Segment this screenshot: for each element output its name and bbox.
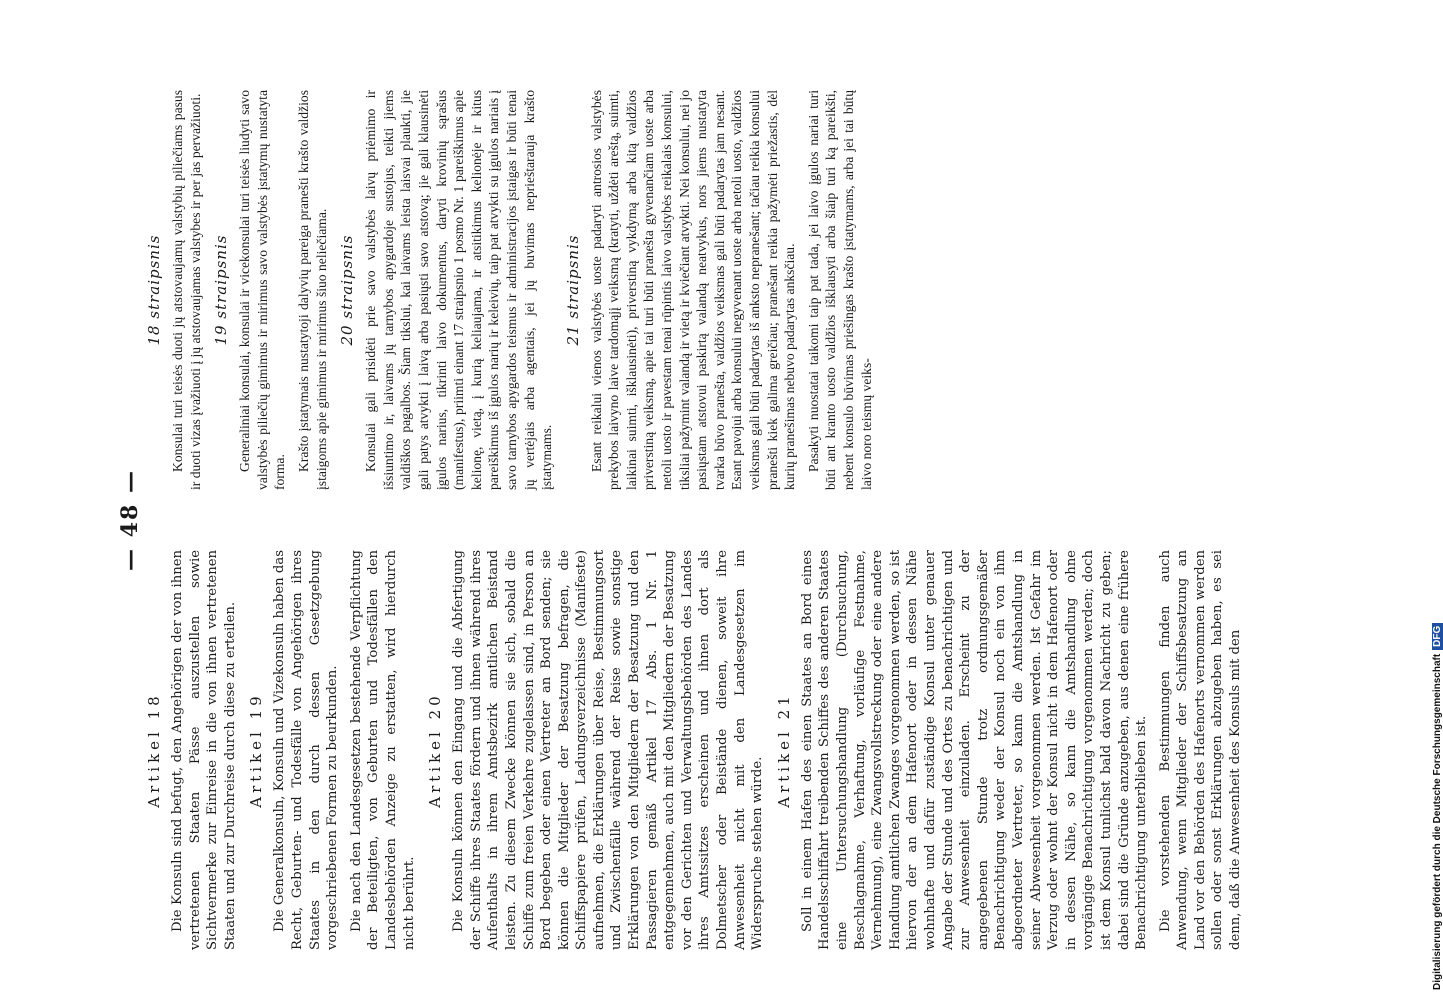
article-18-heading-lt: 18 straipsnis (145, 234, 163, 346)
article-19-text-de-1: Die Generalkonsuln, Konsuln und Vizekonsuln haben das Recht, Geburten- und Todesfälle von Angehörigen ihres Staates in den durch dessen Gesetzgebung vorgeschriebenen Formen zu beurkunden. (272, 550, 341, 950)
article-21-text-lt-2: Pasakyti nuostatai taikomi taip pat tada, jei laivo įgulos nariai turi būti ant kranto uosto valdžios išklausyti arba šiaip turi ką pareikšti, nebent konsulo būvimas priešingas krašto įstatymams, arba jei tai būtų laivo noro teismų veiks- (805, 90, 874, 490)
article-18-text-lt: Konsulai turi teisės duoti jų atstovaujamų valstybių piliečiams pasus ir duoti vizas įvažiuoti į jų atstovaujamas valstybes ir per jas pervažiuoti. (170, 90, 203, 490)
article-19-text-lt-1: Generaliniai konsulai, konsulai ir vicekonsulai turi teisės liudyti savo valstybės piliečių gimimus ir mirimus savo valstybės įstatymų nustatyta forma. (237, 90, 288, 490)
article-21-text-lt-1: Esant reikalui vienos valstybės uoste padaryti antrosios valstybės prekybos laivyno laive tardomąjį veiksmą (kratyti, uždėti areštą, suimti, laikinai suimti, išklausinėti), priverstiną vykdymą arba kitą valdžios priverstiną veiksmą, apie tai turi būti pranešta gyvenančiam uoste arba netoli uosto ir pavestam tenai rūpintis laivo valstybės reikalais konsului, tiksliai pažymint valandą ir vietą ir kviečiant atvykti. Nei konsului, nei jo pasiųstam atstovui paskirtą valandą neatvykus, nors jiems nustatyta tvarka būvo pranešta, valdžios veiksmas gali būti padarytas jam nesant. Esant pavojui arba konsului negyvenant uoste arba netoli uosto, valdžios veiksmas gali būti padarytas iš anksto nepranešant; tačiau reikia konsului pranešti kiek galima greičiau; pranešant reikia pažymėti priežastis, dėl kurių pranešimas nebuvo padarytas anksčiau. (588, 90, 798, 490)
article-21-text-de-1: Soll in einem Hafen des einen Staates an Bord eines Handelsschiffahrt treibenden Schiffes des anderen Staates eine Untersuchungshandlung (Durchsuchung, Beschlagnahme, Verhaftung, vorläufige Festnahme, Vernehmung), eine Zwangsvollstreckung oder eine andere Handlung amtlichen Zwanges vorgenommen werden, so ist hiervon der an dem Hafenort oder in dessen Nähe wohnhafte und dafür zuständige Konsul unter genauer Angabe der Stunde und des Ortes zu benachrichtigen und zur Anwesenheit einzuladen. Erscheint zu der angegebenen Stunde trotz ordnungsgemäßer Benachrichtigung weder der Konsul noch ein von ihm abgeordneter Vertreter, so kann die Amtshandlung in seiner Abwesenheit vorgenommen werden. Ist Gefahr im Verzug oder wohnt der Konsul nicht in dem Hafenort oder in dessen Nähe, so kann die Amtshandlung ohne vorgängige Benachrichtigung vorgenommen werden; doch ist dem Konsul tunlichst bald davon Nachricht zu geben; dabei sind die Gründe anzugeben, aus denen eine frühere Benachrichtigung unterblieben ist. (799, 550, 1150, 950)
article-21-heading-lt: 21 straipsnis (563, 234, 582, 346)
lithuanian-column (137, 90, 881, 490)
page-number: — 48 — (117, 469, 143, 571)
article-19-text-de-2: Die nach den Landesgesetzen bestehende Verpflichtung der Beteiligten, von Geburten und Todesfällen den Landesbehörden Anzeige zu erstatten, wird hierdurch nicht berührt. (348, 550, 417, 950)
rotated-text-block (117, 90, 1297, 950)
article-19-heading-de: Artikel 19 (247, 692, 266, 808)
article-19-heading-lt: 19 straipsnis (212, 234, 231, 346)
article-21-heading-de: Artikel 21 (774, 692, 793, 808)
article-20-heading-de: Artikel 20 (426, 692, 445, 808)
article-20-text-lt: Konsulai gali prisidėti prie savo valstybės laivų priėmimo ir išsiuntimo ir, laivams jų tarnybos apygardoje sustojus, teikti jiems valdiškos pagalbos. Šiam tikslui, kai laivams leista laisvai plaukti, jie gali patys atvykti į laivą arba pasiųsti savo atstovą; jie gali klausinėti įgulos narius, tikrinti laivo dokumentus, daryti krovinių sąrašus (manifestus), priimti einant 17 straipsnio 1 posmo Nr. 1 pareiškimus apie kelionę, vietą, į kurią keliaujama, ir atsitikimus kelionėje ir kitus pareiškimus iš įgulos narių ir keleivių, taip pat atvykti su įgulos nariais į savo tarnybos apygardos teismus ir administracijos įstaigas ir būti tenai jų vertėjais arba agentais, jei jų buvimas neprieštarauja krašto įstatymams. (363, 90, 555, 490)
article-20-heading-lt: 20 straipsnis (338, 234, 357, 346)
dfg-logo: DFG (1432, 623, 1443, 650)
digitization-note-text: Digitalisierung gefördert durch die Deutsche Forschungsgemeinschaft (1432, 653, 1443, 990)
article-18-text-de: Die Konsuln sind befugt, den Angehörigen der von ihnen vertretenen Staaten Pässe auszustellen sowie Sichtvermerke zur Einreise in die von ihnen vertretenen Staaten und zur Durchreise durch diese zu erteilen. (170, 550, 238, 950)
article-21-text-de-2: Die vorstehenden Bestimmungen finden auch Anwendung, wenn Mitglieder der Schiffsbesatzung an Land vor den Behörden des Hafenorts vernommen werden sollen oder sonst Erklärungen abzugeben haben, es sei denn, daß die Anwesenheit des Konsuls mit den (1157, 550, 1244, 950)
article-19-text-lt-2: Krašto įstatymais nustatytoji dalyvių pareiga pranešti krašto valdžios įstaigoms apie gimimus ir mirimus šiuo neliečiama. (295, 90, 329, 490)
article-20-text-de: Die Konsuln können den Eingang und die Abfertigung der Schiffe ihres Staates fördern und ihnen während ihres Aufenthalts in ihrem Amtsbezirk amtlichen Beistand leisten. Zu diesem Zwecke können sie sich, sobald die Schiffe zum freien Verkehre zugelassen sind, in Person an Bord begeben oder einen Vertreter an Bord senden; sie können die Mitglieder der Besatzung befragen, die Schiffspapiere prüfen, Ladungsverzeichnisse (Manifeste) aufnehmen, die Erklärungen über Reise, Bestimmungsort und Zwischenfälle während der Reise sowie sonstige Erklärungen von den Mitgliedern der Besatzung und den Passagieren gemäß Artikel 17 Abs. 1 Nr. 1 entgegennehmen, auch mit den Mitgliedern der Besatzung vor den Gerichten und Verwaltungsbehörden des Landes ihres Amtssitzes erscheinen und ihnen dort als Dolmetscher oder Beistände dienen, soweit ihre Anwesenheit nicht mit den Landesgesetzen im Widerspruche stehen würde. (451, 550, 766, 950)
article-18-heading-de: Artikel 18 (145, 692, 163, 808)
german-column (137, 550, 1251, 950)
digitization-note (1432, 290, 1443, 990)
